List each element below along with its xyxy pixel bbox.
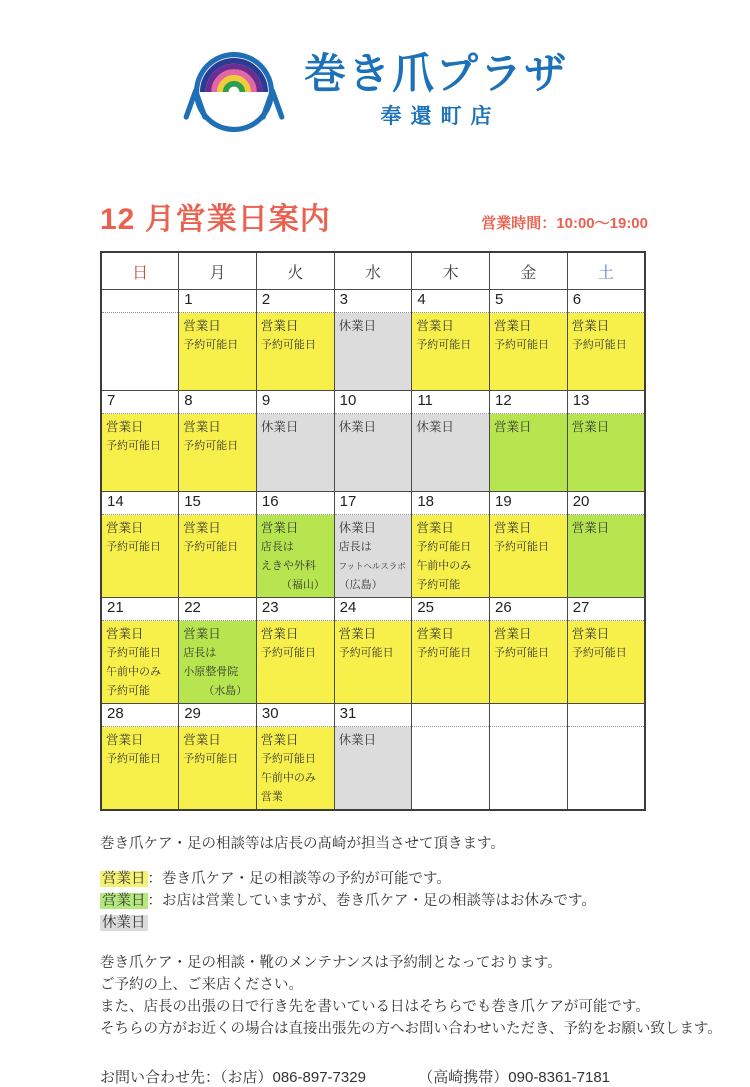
calendar-cell — [412, 313, 490, 391]
day-number: 25 — [412, 598, 490, 621]
day-number-row — [101, 598, 645, 621]
legend-badge: 休業日 — [102, 915, 146, 931]
day-number: 7 — [101, 391, 179, 414]
calendar-cell — [256, 621, 334, 704]
calendar-cell — [567, 515, 645, 598]
cell-line: えきや外科 — [260, 560, 316, 572]
cell-line: 営業日 — [183, 733, 221, 747]
legend-badge: 営業日 — [102, 893, 146, 909]
weekday-header: 水 — [334, 252, 412, 290]
calendar-cell — [334, 313, 412, 391]
cell-line: 営業日 — [183, 521, 221, 535]
day-number: 3 — [334, 290, 412, 313]
cell-line: 午前中のみ — [260, 772, 316, 784]
cell-line: 休業日 — [260, 420, 299, 434]
day-number: 12 — [490, 391, 568, 414]
policy-line: そちらの方がお近くの場合は直接出張先の方へお問い合わせいただき、予約をお願い致します。 — [100, 1021, 722, 1037]
cell-line: 営業日 — [416, 319, 454, 333]
day-number: 10 — [334, 391, 412, 414]
cell-line: （広島） — [338, 579, 383, 591]
calendar-cell — [101, 313, 179, 391]
cell-line: 予約可能日 — [571, 339, 627, 351]
weekday-header: 日 — [101, 252, 179, 290]
policy-line: ご予約の上、ご来店ください。 — [100, 977, 303, 993]
calendar-table — [100, 251, 646, 811]
weekday-header: 木 — [412, 252, 490, 290]
cell-line: 店長は — [338, 541, 372, 553]
weekday-header: 月 — [179, 252, 257, 290]
cell-line: 予約可能日 — [260, 647, 316, 659]
policy-notes — [100, 952, 750, 1040]
contact-shop-phone: お問い合わせ先：（お店）086-897-7329 — [100, 1069, 366, 1086]
legend-badge: 営業日 — [102, 871, 146, 887]
day-content-row — [101, 414, 645, 492]
calendar-cell — [490, 313, 568, 391]
cell-line: 営業日 — [416, 627, 454, 641]
weekday-header: 金 — [490, 252, 568, 290]
legend-text: ：お店は営業していますが、巻き爪ケア・足の相談等はお休みです。 — [147, 893, 596, 909]
page-title: 12 月営業日案内 — [100, 203, 331, 236]
weekday-header: 土 — [567, 252, 645, 290]
day-number: 29 — [179, 704, 257, 727]
weekday-header-row — [101, 252, 645, 290]
cell-line: 営業日 — [494, 319, 532, 333]
cell-line: 予約可能日 — [260, 753, 316, 765]
day-number: 20 — [567, 492, 645, 515]
calendar-cell — [334, 515, 412, 598]
day-number-row — [101, 391, 645, 414]
business-hours: 営業時間：10:00～19:00 — [481, 215, 648, 232]
day-number: 9 — [256, 391, 334, 414]
cell-line: 予約可能日 — [183, 440, 239, 452]
logo-subtitle: 奉還町店 — [380, 104, 501, 128]
cell-line: 休業日 — [338, 733, 377, 747]
cell-line: 予約可能日 — [183, 541, 239, 553]
day-number — [490, 704, 568, 727]
day-number: 28 — [101, 704, 179, 727]
calendar-cell — [179, 414, 257, 492]
calendar-cell — [101, 414, 179, 492]
legend — [100, 868, 750, 934]
calendar-cell — [567, 727, 645, 811]
calendar-cell — [567, 414, 645, 492]
calendar-cell — [412, 727, 490, 811]
calendar-cell — [334, 414, 412, 492]
cell-line: 営業日 — [106, 521, 144, 535]
cell-line: 営業日 — [260, 319, 299, 333]
day-number: 21 — [101, 598, 179, 621]
cell-line: 午前中のみ — [416, 560, 472, 572]
title-row — [100, 194, 648, 238]
cell-line: 営業日 — [494, 420, 532, 434]
day-number: 31 — [334, 704, 412, 727]
calendar-cell — [179, 515, 257, 598]
cell-line: 予約可能日 — [416, 541, 472, 553]
day-content-row — [101, 313, 645, 391]
cell-line: 営業 — [260, 791, 283, 803]
cell-line: 予約可能日 — [260, 339, 316, 351]
day-number — [412, 704, 490, 727]
calendar-cell — [412, 515, 490, 598]
cell-line: 営業日 — [571, 521, 610, 535]
cell-line: 営業日 — [183, 420, 221, 434]
calendar-cell — [101, 515, 179, 598]
day-number: 2 — [256, 290, 334, 313]
cell-line: 予約可能 — [106, 685, 150, 697]
legend-item — [100, 868, 750, 890]
cell-line: （福山） — [280, 579, 325, 591]
logo — [0, 0, 750, 144]
calendar-cell — [490, 414, 568, 492]
policy-line: 巻き爪ケア・足の相談・靴のメンテナンスは予約制となっております。 — [100, 955, 562, 971]
day-number: 30 — [256, 704, 334, 727]
cell-line: 営業日 — [571, 627, 610, 641]
cell-line: 営業日 — [260, 733, 299, 747]
cell-line: 予約可能日 — [494, 647, 550, 659]
cell-line: 営業日 — [106, 733, 144, 747]
cell-line: 営業日 — [338, 627, 377, 641]
cell-line: 営業日 — [106, 627, 144, 641]
cell-line: 営業日 — [260, 627, 299, 641]
calendar-cell — [179, 621, 257, 704]
calendar-cell — [179, 313, 257, 391]
day-number — [567, 704, 645, 727]
day-number: 17 — [334, 492, 412, 515]
day-number: 24 — [334, 598, 412, 621]
calendar-cell — [256, 515, 334, 598]
day-number-row — [101, 290, 645, 313]
cell-line: フットヘルスラボ — [338, 561, 406, 571]
cell-line: 営業日 — [571, 420, 610, 434]
day-number: 13 — [567, 391, 645, 414]
day-number: 15 — [179, 492, 257, 515]
contact-mobile-phone: （高崎携帯）090-8361-7181 — [418, 1069, 611, 1086]
cell-line: 予約可能日 — [571, 647, 627, 659]
rainbow-people-circle-icon — [182, 38, 286, 144]
calendar-cell — [412, 414, 490, 492]
day-number: 23 — [256, 598, 334, 621]
weekday-header: 火 — [256, 252, 334, 290]
day-number-row — [101, 492, 645, 515]
cell-line: 営業日 — [416, 521, 454, 535]
day-number: 19 — [490, 492, 568, 515]
day-number: 18 — [412, 492, 490, 515]
cell-line: 予約可能日 — [106, 753, 161, 765]
calendar-cell — [256, 414, 334, 492]
day-number: 5 — [490, 290, 568, 313]
legend-item — [100, 912, 750, 934]
cell-line: 営業日 — [183, 319, 221, 333]
cell-line: 休業日 — [338, 521, 377, 535]
day-number — [101, 290, 179, 313]
cell-line: 午前中のみ — [106, 666, 161, 678]
cell-line: 予約可能日 — [416, 647, 472, 659]
cell-line: 予約可能日 — [494, 339, 550, 351]
logo-title: 巻き爪プラザ — [303, 50, 568, 98]
cell-line: 予約可能日 — [106, 440, 161, 452]
cell-line: 営業日 — [106, 420, 144, 434]
legend-item — [100, 890, 750, 912]
cell-line: （水島） — [203, 685, 248, 697]
day-content-row — [101, 515, 645, 598]
cell-line: 予約可能日 — [106, 541, 161, 553]
contact-info — [100, 1066, 750, 1087]
cell-line: 予約可能日 — [183, 339, 239, 351]
calendar-cell — [334, 621, 412, 704]
cell-line: 休業日 — [338, 319, 377, 333]
calendar-cell — [101, 621, 179, 704]
cell-line: 予約可能日 — [183, 753, 239, 765]
cell-line: 営業日 — [260, 521, 299, 535]
calendar-cell — [334, 727, 412, 811]
calendar-cell — [412, 621, 490, 704]
cell-line: 営業日 — [494, 521, 532, 535]
legend-text: ：巻き爪ケア・足の相談等の予約が可能です。 — [147, 871, 451, 887]
day-number: 14 — [101, 492, 179, 515]
day-number: 27 — [567, 598, 645, 621]
day-number: 6 — [567, 290, 645, 313]
calendar-cell — [179, 727, 257, 811]
calendar-cell — [256, 727, 334, 811]
calendar-cell — [101, 727, 179, 811]
calendar-cell — [567, 621, 645, 704]
calendar-cell — [256, 313, 334, 391]
cell-line: 休業日 — [416, 420, 454, 434]
cell-line: 営業日 — [494, 627, 532, 641]
day-number: 22 — [179, 598, 257, 621]
day-number: 26 — [490, 598, 568, 621]
day-number: 16 — [256, 492, 334, 515]
cell-line: 休業日 — [338, 420, 377, 434]
cell-line: 店長は — [183, 647, 217, 659]
day-content-row — [101, 727, 645, 811]
policy-line: また、店長の出張の日で行き先を書いている日はそちらでも巻き爪ケアが可能です。 — [100, 999, 650, 1015]
day-number: 4 — [412, 290, 490, 313]
day-number: 1 — [179, 290, 257, 313]
day-number: 11 — [412, 391, 490, 414]
cell-line: 小原整骨院 — [183, 666, 239, 678]
cell-line: 予約可能日 — [416, 339, 472, 351]
day-number-row — [101, 704, 645, 727]
manager-note: 巻き爪ケア・足の相談等は店長の髙崎が担当させて頂きます。 — [100, 836, 505, 852]
cell-line: 予約可能日 — [338, 647, 394, 659]
cell-line: 予約可能日 — [494, 541, 550, 553]
calendar-cell — [490, 621, 568, 704]
day-content-row — [101, 621, 645, 704]
day-number: 8 — [179, 391, 257, 414]
calendar-cell — [490, 515, 568, 598]
calendar-cell — [490, 727, 568, 811]
cell-line: 予約可能 — [416, 579, 461, 591]
cell-line: 予約可能日 — [106, 647, 161, 659]
cell-line: 営業日 — [183, 627, 221, 641]
calendar-cell — [567, 313, 645, 391]
cell-line: 営業日 — [571, 319, 610, 333]
cell-line: 店長は — [260, 541, 294, 553]
